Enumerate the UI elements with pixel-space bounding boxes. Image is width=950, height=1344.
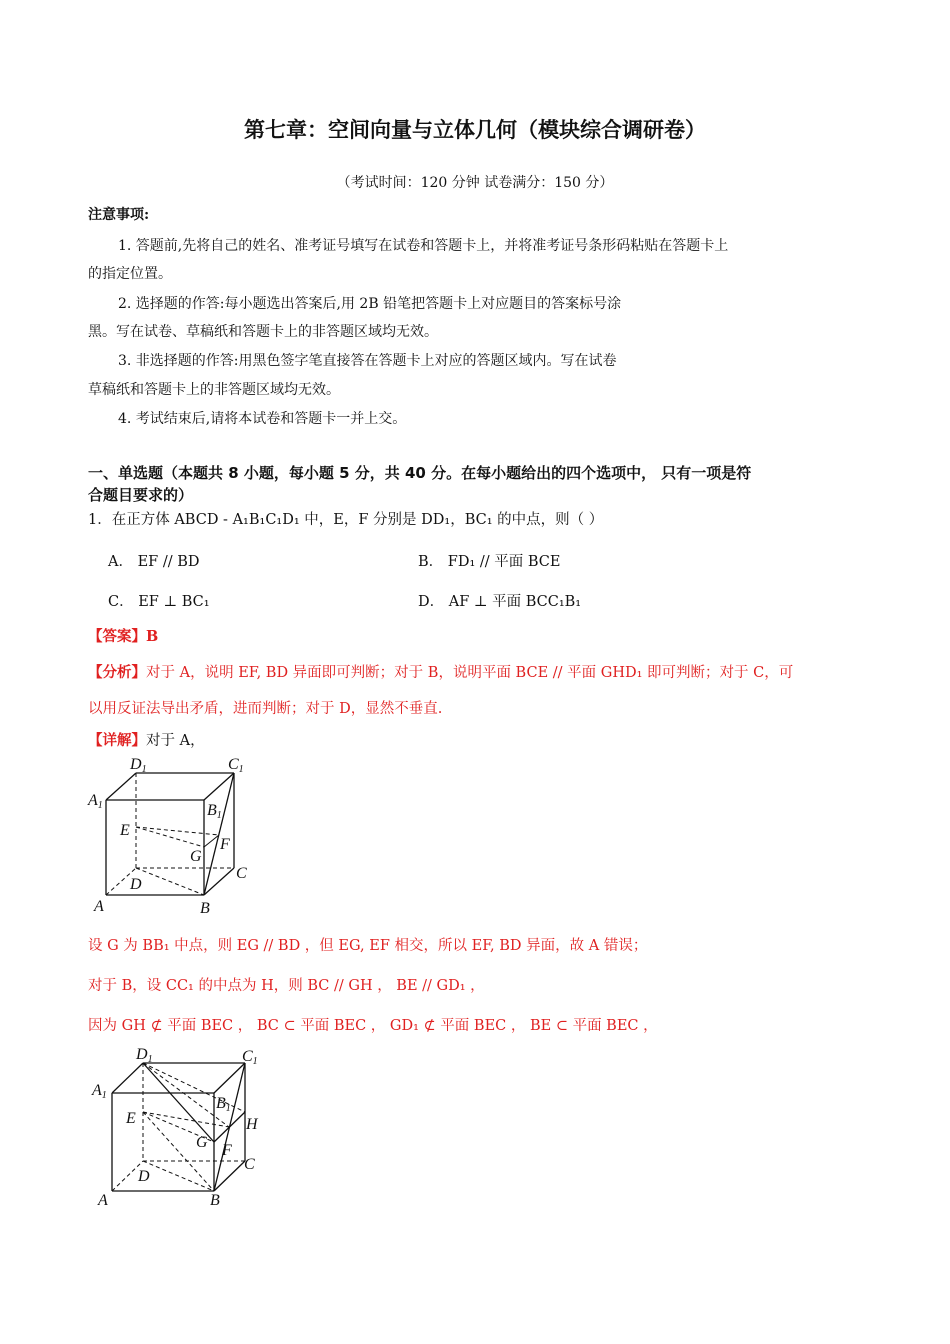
label-g: G — [190, 848, 202, 865]
notice-item-4: 4. 考试结束后,请将本试卷和答题卡一并上交。 — [118, 411, 407, 427]
label-d: D — [138, 1168, 150, 1185]
label-a1: A1 — [88, 792, 103, 811]
segment-ef — [143, 1112, 229, 1127]
analysis-text: 对于 A，说明 EF, BD 异面即可判断；对于 B，说明平面 BCE // 平面 GHD₁ 即可判断；对于 C，可 — [146, 665, 794, 681]
segment-gh — [214, 1112, 245, 1142]
analysis-block — [88, 661, 793, 682]
detail-line-3: 因为 GH ⊄ 平面 BEC ， BC ⊂ 平面 BEC ， GD₁ ⊄ 平面 BEC ， BE ⊂ 平面 BEC ， — [88, 1018, 658, 1034]
question-stem: 1．在正方体 ABCD - A₁B₁C₁D₁ 中，E，F 分别是 DD₁，BC₁ 的中点，则（ ） — [88, 512, 604, 528]
label-g: G — [196, 1134, 208, 1151]
notice-item-1: 1. 答题前,先将自己的姓名、准考证号填写在试卷和答题卡上，并将准考证号条形码粘贴在答题卡上 — [118, 238, 729, 254]
edge-b1c1 — [204, 773, 234, 800]
edge-bc — [214, 1161, 245, 1191]
label-b: B — [200, 900, 210, 917]
segment-d1g — [143, 1063, 214, 1142]
segment-db — [143, 1161, 214, 1191]
notice-item-3-cont: 草稿纸和答题卡上的非答题区域均无效。 — [88, 382, 340, 398]
section-heading: 一、单选题（本题共 8 小题，每小题 5 分，共 40 分。在每小题给出的四个选项中， 只有一项是符 — [88, 464, 752, 482]
option-b: B． FD₁ // 平面 BCE — [418, 554, 561, 570]
cube-figure-2 — [88, 1043, 273, 1213]
edge-bc — [204, 868, 234, 895]
section-heading-cont: 合题目要求的） — [88, 486, 194, 504]
label-c1: C1 — [228, 756, 244, 775]
label-h: H — [246, 1116, 258, 1133]
label-c1: C1 — [242, 1048, 258, 1067]
label-c: C — [236, 865, 247, 882]
detail-intro: 对于 A， — [146, 733, 205, 749]
label-b1: B1 — [216, 1095, 231, 1114]
analysis-tag: 【分析】 — [88, 664, 146, 681]
answer-label: 【答案】B — [88, 628, 159, 645]
analysis-text-cont: 以用反证法导出矛盾，进而判断；对于 D，显然不垂直. — [88, 701, 443, 717]
edge-a1d1 — [112, 1063, 143, 1093]
detail-tag: 【详解】 — [88, 732, 146, 749]
label-f: F — [222, 1142, 232, 1159]
label-d1: D1 — [136, 1046, 153, 1065]
label-a1: A1 — [92, 1082, 107, 1101]
detail-line-2: 对于 B，设 CC₁ 的中点为 H，则 BC // GH ， BE // GD₁ ， — [88, 978, 485, 994]
notice-item-2: 2. 选择题的作答:每小题选出答案后,用 2B 铅笔把答题卡上对应题目的答案标号涂 — [118, 296, 622, 312]
segment-eb — [143, 1112, 214, 1191]
label-c: C — [244, 1156, 255, 1173]
notice-item-3: 3. 非选择题的作答:用黑色签字笔直接答在答题卡上对应的答题区域内。写在试卷 — [118, 353, 617, 369]
edge-b1c1 — [214, 1063, 245, 1093]
label-b1: B1 — [207, 802, 222, 821]
cube-figure-1 — [86, 755, 256, 925]
detail-block — [88, 729, 205, 750]
label-f: F — [220, 836, 230, 853]
label-e: E — [120, 822, 130, 839]
option-c: C． EF ⊥ BC₁ — [108, 594, 210, 610]
label-d1: D1 — [130, 756, 147, 775]
label-e: E — [126, 1110, 136, 1127]
segment-ef — [136, 827, 219, 835]
notice-item-1-cont: 的指定位置。 — [88, 266, 172, 282]
label-d: D — [130, 876, 142, 893]
edge-a1d1 — [106, 773, 136, 800]
detail-line-1: 设 G 为 BB₁ 中点，则 EG // BD ，但 EG, EF 相交，所以 EF, BD 异面，故 A 错误； — [88, 938, 648, 954]
exam-info: （考试时间：120 分钟 试卷满分：150 分） — [336, 175, 614, 191]
notice-heading: 注意事项: — [88, 207, 150, 223]
segment-eg — [136, 827, 204, 847]
page-title: 第七章：空间向量与立体几何（模块综合调研卷） — [244, 118, 706, 142]
option-a: A． EF // BD — [108, 554, 200, 570]
label-a: A — [98, 1192, 108, 1209]
segment-db — [136, 868, 204, 895]
notice-item-2-cont: 黑。写在试卷、草稿纸和答题卡上的非答题区域均无效。 — [88, 324, 438, 340]
label-b: B — [210, 1192, 220, 1209]
option-d: D． AF ⊥ 平面 BCC₁B₁ — [418, 594, 582, 610]
label-a: A — [94, 898, 104, 915]
